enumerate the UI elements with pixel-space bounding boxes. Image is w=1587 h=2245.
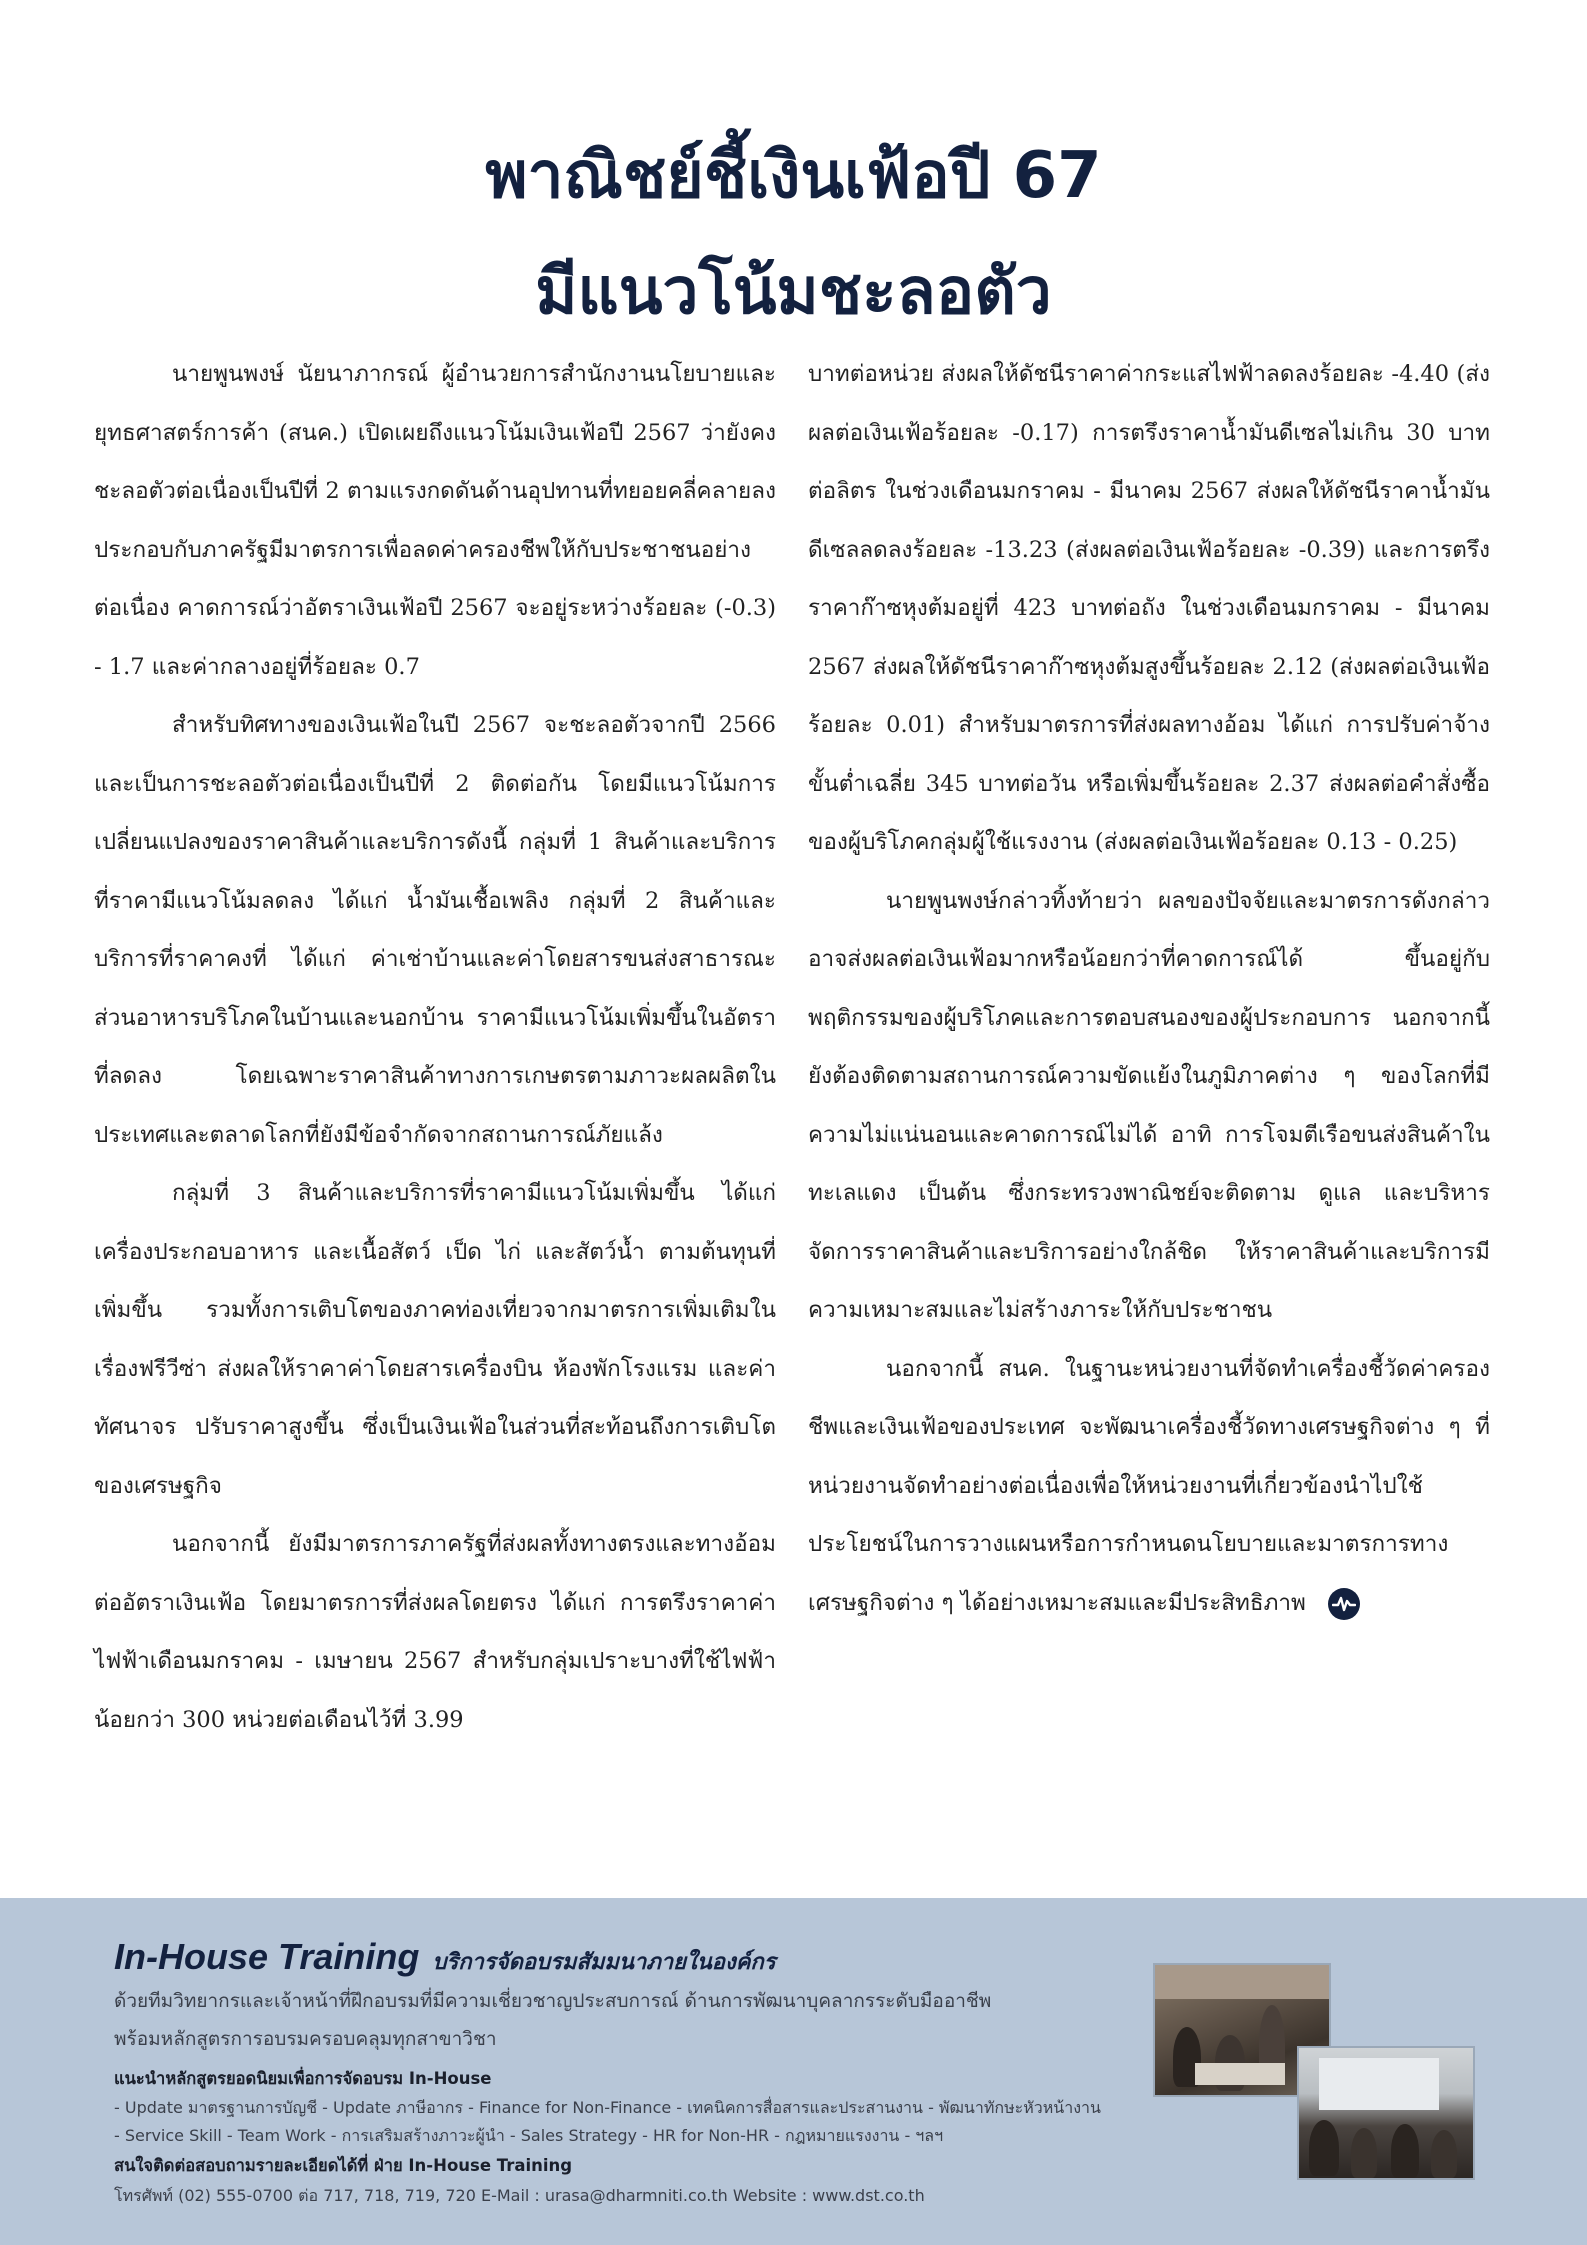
recommend-heading: แนะนำหลักสูตรยอดนิยมเพื่อการจัดอบรม In-House xyxy=(114,2069,492,2088)
contact-heading: สนใจติดต่อสอบถามรายละเอียดได้ที่ ฝ่าย In-House Training xyxy=(114,2156,573,2175)
banner-description-1: ด้วยทีมวิทยากรและเจ้าหน้าที่ฝึกอบรมที่มีความเชี่ยวชาญประสบการณ์ ด้านการพัฒนาบุคลากรระดับมืออาชีพ xyxy=(114,1990,992,2012)
paragraph-6-text: นอกจากนี้ สนค. ในฐานะหน่วยงานที่จัดทำเครื่องชี้วัดค่าครองชีพและเงินเฟ้อของประเทศ จะพัฒนาเครื่องชี้วัดทางเศรษฐกิจต่าง ๆ ที่หน่วยงานจัดทำอย่างต่อเนื่องเพื่อให้หน่วยงานที่เกี่ยวข้องนำไปใช้ประโยชน์ในการวางแผนหรือการกำหนดนโยบายและมาตรการทางเศรษฐกิจต่าง ๆ ได้อย่างเหมาะสมและมีประสิทธิภาพ xyxy=(808,1355,1490,1616)
banner-heading xyxy=(114,1936,776,1979)
banner-subtitle: บริการจัดอบรมสัมมนาภายในองค์กร xyxy=(432,1950,776,1975)
article-column-right xyxy=(808,345,1490,1632)
paragraph-1: นายพูนพงษ์ นัยนาภากรณ์ ผู้อำนวยการสำนักงานนโยบายและยุทธศาสตร์การค้า (สนค.) เปิดเผยถึงแนวโน้มเงินเฟ้อปี 2567 ว่ายังคงชะลอตัวต่อเนื่องเป็นปีที่ 2 ตามแรงกดดันด้านอุปทานที่ทยอยคลี่คลายลง ประกอบกับภาครัฐมีมาตรการเพื่อลดค่าครองชีพให้กับประชาชนอย่างต่อเนื่อง คาดการณ์ว่าอัตราเงินเฟ้อปี 2567 จะอยู่ระหว่างร้อยละ (-0.3) - 1.7 และค่ากลางอยู่ที่ร้อยละ 0.7 xyxy=(94,361,776,680)
training-photo-2 xyxy=(1297,2046,1475,2180)
article-title xyxy=(0,118,1587,350)
courses-line-2: - Service Skill - Team Work - การเสริมสร้างภาวะผู้นำ - Sales Strategy - HR for Non-HR - กฎหมายแรงงาน - ฯลฯ xyxy=(114,2126,944,2145)
paragraph-4: นอกจากนี้ ยังมีมาตรการภาครัฐที่ส่งผลทั้งทางตรงและทางอ้อมต่ออัตราเงินเฟ้อ โดยมาตรการที่ส่งผลโดยตรง ได้แก่ การตรึงราคาค่าไฟฟ้าเดือนมกราคม - เมษายน 2567 สำหรับกลุ่มเปราะบางที่ใช้ไฟฟ้าน้อยกว่า 300 หน่วยต่อเดือนไว้ที่ 3.99 xyxy=(94,1531,776,1733)
title-line-2: มีแนวโน้มชะลอตัว xyxy=(535,255,1052,329)
end-of-article-icon xyxy=(1328,1588,1360,1620)
paragraph-4-continued: บาทต่อหน่วย ส่งผลให้ดัชนีราคาค่ากระแสไฟฟ้าลดลงร้อยละ -4.40 (ส่งผลต่อเงินเฟ้อร้อยละ -0.17) การตรึงราคาน้ำมันดีเซลไม่เกิน 30 บาทต่อลิตร ในช่วงเดือนมกราคม - มีนาคม 2567 ส่งผลให้ดัชนีราคาน้ำมันดีเซลลดลงร้อยละ -13.23 (ส่งผลต่อเงินเฟ้อร้อยละ -0.39) และการตรึงราคาก๊าซหุงต้มอยู่ที่ 423 บาทต่อถัง ในช่วงเดือนมกราคม - มีนาคม 2567 ส่งผลให้ดัชนีราคาก๊าซหุงต้มสูงขึ้นร้อยละ 2.12 (ส่งผลต่อเงินเฟ้อร้อยละ 0.01) สำหรับมาตรการที่ส่งผลทางอ้อม ได้แก่ การปรับค่าจ้างขั้นต่ำเฉลี่ย 345 บาทต่อวัน หรือเพิ่มขึ้นร้อยละ 2.37 ส่งผลต่อคำสั่งซื้อของผู้บริโภคกลุ่มผู้ใช้แรงงาน (ส่งผลต่อเงินเฟ้อร้อยละ 0.13 - 0.25) xyxy=(808,361,1490,855)
article-column-left xyxy=(94,345,776,1749)
banner-description-2: พร้อมหลักสูตรการอบรมครอบคลุมทุกสาขาวิชา xyxy=(114,2028,497,2050)
courses-line-1: - Update มาตรฐานการบัญชี - Update ภาษีอากร - Finance for Non-Finance - เทคนิคการสื่อสารและประสานงาน - พัฒนาทักษะหัวหน้างาน xyxy=(114,2098,1101,2117)
paragraph-3: กลุ่มที่ 3 สินค้าและบริการที่ราคามีแนวโน้มเพิ่มขึ้น ได้แก่ เครื่องประกอบอาหาร และเนื้อสัตว์ เป็ด ไก่ และสัตว์น้ำ ตามต้นทุนที่เพิ่มขึ้น รวมทั้งการเติบโตของภาคท่องเที่ยวจากมาตรการเพิ่มเติมในเรื่องฟรีวีซ่า ส่งผลให้ราคาค่าโดยสารเครื่องบิน ห้องพักโรงแรม และค่าทัศนาจร ปรับราคาสูงขึ้น ซึ่งเป็นเงินเฟ้อในส่วนที่สะท้อนถึงการเติบโตของเศรษฐกิจ xyxy=(94,1180,776,1499)
title-line-1: พาณิชย์ชี้เงินเฟ้อปี 67 xyxy=(485,139,1102,213)
paragraph-5: นายพูนพงษ์กล่าวทิ้งท้ายว่า ผลของปัจจัยและมาตรการดังกล่าว อาจส่งผลต่อเงินเฟ้อมากหรือน้อยกว่าที่คาดการณ์ได้ ขึ้นอยู่กับพฤติกรรมของผู้บริโภคและการตอบสนองของผู้ประกอบการ นอกจากนี้ ยังต้องติดตามสถานการณ์ความขัดแย้งในภูมิภาคต่าง ๆ ของโลกที่มีความไม่แน่นอนและคาดการณ์ไม่ได้ อาทิ การโจมตีเรือขนส่งสินค้าในทะเลแดง เป็นต้น ซึ่งกระทรวงพาณิชย์จะติดตาม ดูแล และบริหารจัดการราคาสินค้าและบริการอย่างใกล้ชิด ให้ราคาสินค้าและบริการมีความเหมาะสมและไม่สร้างภาระให้กับประชาชน xyxy=(808,887,1490,1323)
banner-brand: In-House Training xyxy=(114,1936,420,1977)
paragraph-2: สำหรับทิศทางของเงินเฟ้อในปี 2567 จะชะลอตัวจากปี 2566 และเป็นการชะลอตัวต่อเนื่องเป็นปีที่ 2 ติดต่อกัน โดยมีแนวโน้มการเปลี่ยนแปลงของราคาสินค้าและบริการดังนี้ กลุ่มที่ 1 สินค้าและบริการที่ราคามีแนวโน้มลดลง ได้แก่ น้ำมันเชื้อเพลิง กลุ่มที่ 2 สินค้าและบริการที่ราคาคงที่ ได้แก่ ค่าเช่าบ้านและค่าโดยสารขนส่งสาธารณะ ส่วนอาหารบริโภคในบ้านและนอกบ้าน ราคามีแนวโน้มเพิ่มขึ้นในอัตราที่ลดลง โดยเฉพาะราคาสินค้าทางการเกษตรตามภาวะผลผลิตในประเทศและตลาดโลกที่ยังมีข้อจำกัดจากสถานการณ์ภัยแล้ง xyxy=(94,712,776,1148)
paragraph-6 xyxy=(808,1340,1490,1633)
contact-details: โทรศัพท์ (02) 555-0700 ต่อ 717, 718, 719, 720 E-Mail : urasa@dharmniti.co.th Website : www.dst.co.th xyxy=(114,2186,925,2205)
